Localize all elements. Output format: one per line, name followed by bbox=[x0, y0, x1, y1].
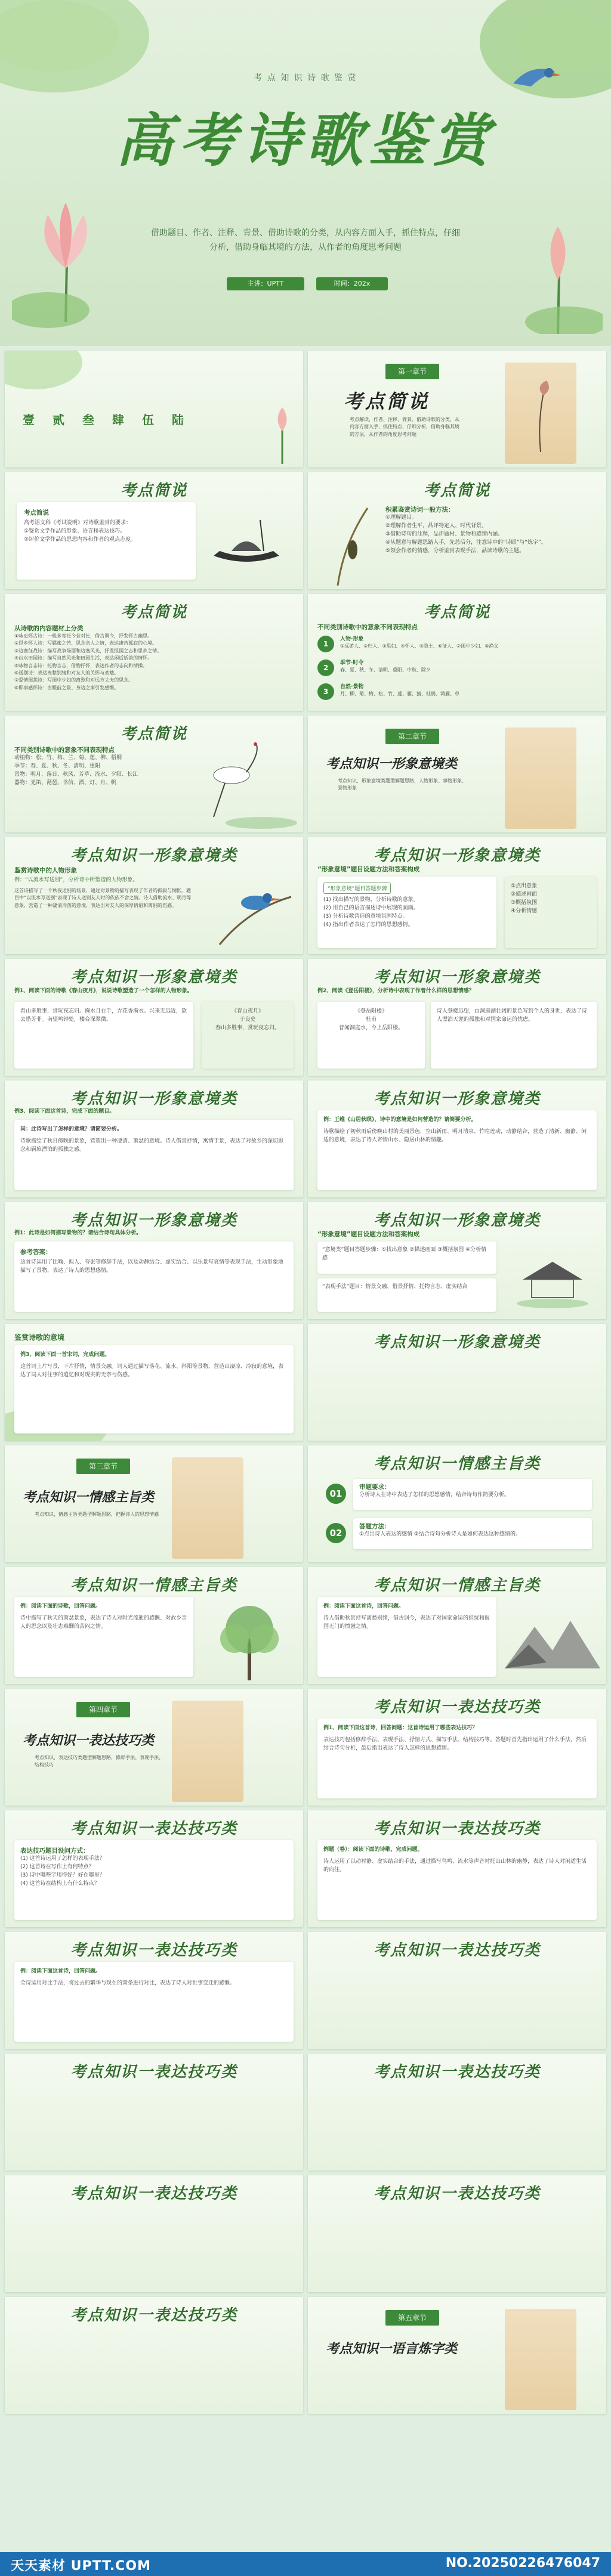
list-heading: 从诗歌的内容题材上分类 bbox=[14, 625, 84, 632]
content-slide bbox=[5, 837, 303, 954]
content-slide bbox=[308, 959, 606, 1076]
presenter-pill: 主讲：UPTT bbox=[227, 277, 304, 290]
chapter-badge: 第二章节 bbox=[385, 729, 439, 744]
chapter-badge: 第五章节 bbox=[385, 2310, 439, 2326]
chapter-title: 考点知识一表达技巧类 bbox=[23, 1733, 155, 1748]
content-card bbox=[14, 1840, 294, 1920]
slide-title: 考点简说 bbox=[120, 725, 187, 743]
question-text: 例3、阅读下面一首宋词，完成问题。 bbox=[20, 1352, 110, 1358]
chapter-title: 考点知识一情感主旨类 bbox=[23, 1490, 155, 1505]
row-text: 月、柳、菊、梅、松、竹、莲、雁、猿、杜鹃、鸿雁、草 bbox=[340, 691, 459, 696]
slide-title: 考点知识一表达技巧类 bbox=[70, 2063, 237, 2081]
row-number: 2 bbox=[317, 660, 334, 676]
answer-text: 诗人运用了以动衬静、虚实结合的手法，通过描写鸟鸣、流水等声音衬托出山林的幽静，表达了诗人对闲适生活的向往。 bbox=[323, 1858, 587, 1873]
poem-card-text: 《登岳阳楼》 杜甫 昔闻洞庭水，今上岳阳楼。 bbox=[338, 1008, 403, 1031]
cover-subtitle: 考 点 知 识 诗 歌 鉴 赏 bbox=[254, 73, 357, 83]
slide-title: 考点简说 bbox=[120, 603, 187, 621]
content-slide bbox=[308, 1932, 606, 2049]
content-card bbox=[14, 1241, 294, 1312]
toc-item[interactable]: 陆 bbox=[172, 413, 184, 427]
question-text: 例1、阅读下面的诗歌《春山夜月》，说说诗歌塑造了一个怎样的人物形象。 bbox=[14, 988, 193, 994]
list-item: ⑤领会作者的情感，分析鉴赏表现手法，品读诗歌的主题。 bbox=[385, 547, 525, 554]
toc-item[interactable]: 伍 bbox=[142, 413, 154, 427]
poem-card bbox=[202, 1002, 294, 1069]
content-slide bbox=[308, 837, 606, 954]
row-heading: 审题要求： bbox=[359, 1484, 391, 1491]
chapter-2-slide bbox=[308, 716, 606, 832]
step-item: (2) 用自己的语言描述诗中展现的画面。 bbox=[323, 905, 419, 911]
answer-text: 表达技巧包括修辞手法、表现手法、抒情方式、描写手法、结构技巧等。答题时首先指出运用了什么手法，然后结合诗句分析，最后指出表达了诗人怎样的思想感情。 bbox=[323, 1736, 587, 1751]
list-item: ②思乡怀人诗：写羁旅之苦、思念亲人之情，表达凄苦孤寂的心境。 bbox=[14, 640, 158, 646]
row-label: 人物·形象 bbox=[340, 636, 364, 642]
content-slide bbox=[5, 1324, 303, 1441]
scroll-painting bbox=[505, 727, 576, 829]
question-text: 例：阅读下面这首诗，回答问题。 bbox=[20, 1968, 101, 1974]
answer-text: 诗歌描绘了初秋雨后傍晚山村的美丽景色，空山新雨、明月清泉、竹喧莲动，动静结合，营造了清新、幽静、闲适的意境，表达了诗人寄情山水、隐居山林的情趣。 bbox=[323, 1128, 587, 1143]
content-slide bbox=[308, 1080, 606, 1197]
method-row bbox=[326, 1479, 594, 1512]
method-list bbox=[385, 505, 594, 556]
cover-title: 高考诗歌鉴赏 bbox=[116, 107, 495, 174]
scroll-painting bbox=[505, 2309, 576, 2410]
chapter-4-slide bbox=[5, 1689, 303, 1806]
poem-card bbox=[317, 1002, 425, 1069]
content-card bbox=[317, 1241, 496, 1274]
slide-title: 考点知识一表达技巧类 bbox=[70, 1942, 237, 1959]
list-item: ④从题意与解题思路入手，先总后分，注意诗中的“诗眼”与“炼字”。 bbox=[385, 539, 547, 546]
slide-title: 考点知识一表达技巧类 bbox=[373, 1820, 541, 1838]
content-card bbox=[14, 1962, 294, 2042]
list-item: 季节：春、夏、秋、冬、清明、重阳 bbox=[14, 763, 101, 769]
chapter-desc: 考点解读，作者、注释、背景、借助诗歌的分类，从内容方面入手，抓住特点，仔细分析，借助身临其境的方法，从作者的角度思考问题 bbox=[350, 417, 459, 437]
question-text: 例题（卷）：阅读下面的诗歌，完成问题。 bbox=[323, 1847, 423, 1853]
question-text: 例：阅读下面这首诗，回答问题。 bbox=[323, 1603, 405, 1609]
scroll-painting bbox=[172, 1457, 243, 1559]
slide-title: 考点简说 bbox=[423, 603, 490, 621]
question-text: 例：王维《山居秋暝》，诗中的意境是如何营造的？请简要分析。 bbox=[323, 1117, 477, 1123]
row-text: 春、夏、秋、冬、清明、重阳、中秋、除夕 bbox=[340, 667, 431, 673]
cover-slide bbox=[0, 0, 611, 346]
content-slide bbox=[308, 1202, 606, 1319]
kingfisher-icon bbox=[208, 861, 297, 950]
slide-title: 考点知识一表达技巧类 bbox=[70, 1820, 237, 1838]
content-slide bbox=[5, 2297, 303, 2414]
question-text: 例：“以流水写送别”，分析诗中所塑造的人物形象。 bbox=[14, 877, 138, 883]
card-heading: 考点简说 bbox=[24, 509, 49, 516]
slide-title: 考点知识一表达技巧类 bbox=[373, 2063, 541, 2081]
slide-title: 考点知识一情感主旨类 bbox=[373, 1577, 541, 1594]
mountain-ink-icon bbox=[505, 1603, 600, 1674]
answer-text: 诗人借助秋景抒写离愁别绪，借古讽今，表达了对国家命运的担忧和报国无门的愤懑之情。 bbox=[323, 1615, 490, 1630]
content-card bbox=[317, 1110, 597, 1190]
row-label: 季节·时令 bbox=[340, 660, 364, 666]
row-card bbox=[353, 1518, 592, 1549]
content-slide bbox=[5, 1080, 303, 1197]
content-slide bbox=[5, 594, 303, 711]
row-number: 02 bbox=[326, 1523, 346, 1543]
slide-title: 考点知识一形象意境类 bbox=[373, 1212, 541, 1230]
question-text: 例3、阅读下面这首诗，完成下面的题目。 bbox=[14, 1109, 115, 1114]
question-text: 例1：此诗是如何描写景物的？请结合诗句具体分析。 bbox=[14, 1230, 142, 1236]
content-slide bbox=[5, 959, 303, 1076]
slide-title: 考点简说 bbox=[120, 482, 187, 500]
slide-title: 考点知识一表达技巧类 bbox=[373, 1698, 541, 1716]
answer-text: 这首诗运用了比喻、拟人、夸张等修辞手法，以及动静结合、虚实结合、以乐景写哀情等表现手法，生动形象地描写了景物，表达了诗人的思想感情。 bbox=[20, 1259, 284, 1274]
step-item: (4) 指出作者表达了怎样的思想感情。 bbox=[323, 921, 413, 928]
row-number: 3 bbox=[317, 683, 334, 700]
row-number: 1 bbox=[317, 636, 334, 652]
toc-list bbox=[23, 410, 184, 428]
board-spacer bbox=[0, 2419, 611, 2552]
row-heading: 答题方法： bbox=[359, 1523, 391, 1530]
chapter-badge: 第四章节 bbox=[76, 1702, 130, 1717]
slide-title: 考点知识一形象意境类 bbox=[373, 968, 541, 986]
list-item: ⑦爱情闺怨诗：写闺中少妇的离愁和对远方丈夫的思念。 bbox=[14, 677, 134, 683]
slide-title: 考点知识一形象意境类 bbox=[373, 847, 541, 865]
poem-text: 春山多胜事，赏玩夜忘归。掬水月在手，弄花香满衣。兴来无远近，欲去惜芳菲。南望鸣钟处，楼台深翠微。 bbox=[20, 1008, 187, 1023]
list-item: (3) 诗中哪些字用得好？好在哪里？ bbox=[20, 1872, 105, 1878]
imagery-row bbox=[317, 682, 598, 705]
list-item: ①咏史怀古诗：一般多寄托今昔对比，借古讽今，抒发怀古幽思。 bbox=[14, 633, 153, 639]
content-slide bbox=[308, 594, 606, 711]
content-slide bbox=[308, 1567, 606, 1684]
slide-title: 考点知识一形象意境类 bbox=[70, 847, 237, 865]
card-text: “意境类”题目答题步骤：①找出意象 ②描述画面 ③概括氛围 ④分析情感 bbox=[322, 1247, 487, 1261]
answer-text: 这首词上片写景，下片抒情，情景交融。词人通过描写落花、流水、斜阳等景物，营造出凄凉、冷寂的意境，表达了词人对往事的追忆和对现实的无奈与伤感。 bbox=[20, 1363, 284, 1378]
card-text: “表现手法”题目：情景交融、借景抒情、托物言志、虚实结合 bbox=[322, 1284, 468, 1290]
answer-text: 诗中描写了秋天的萧瑟景象，表达了诗人对时光流逝的感慨、对故乡亲人的思念以及壮志难酬的苦闷之情。 bbox=[20, 1615, 187, 1630]
content-card bbox=[14, 1345, 294, 1433]
slide-title: 考点知识一表达技巧类 bbox=[70, 2306, 237, 2324]
answer-text: 全诗运用对比手法，将过去的繁华与现在的萧条进行对比，表达了诗人对世事变迁的感慨。 bbox=[20, 1980, 236, 1986]
cover-desc-line: 借助题目、作者、注释、背景、借助诗歌的分类，从内容方面入手，抓住特点，仔细 bbox=[151, 228, 460, 238]
content-card bbox=[14, 1120, 294, 1190]
toc-item[interactable]: 叁 bbox=[82, 413, 94, 427]
slide-title: 考点知识一表达技巧类 bbox=[373, 1942, 541, 1959]
card-list-item: ①鉴赏文学作品的形象、语言和表达技巧。 bbox=[24, 528, 126, 534]
answer-card bbox=[505, 877, 597, 948]
list-item: ⑤咏物言志诗：托物言志，借物抒怀，表达作者的志向和情操。 bbox=[14, 662, 148, 668]
cicada-reed-icon bbox=[320, 502, 379, 586]
slide-title: 考点知识一形象意境类 bbox=[373, 1333, 541, 1351]
slide-subheading: “形象意境”题目设题方法和答案构成 bbox=[317, 866, 420, 873]
slide-subheading: “形象意境”题目设题方法和答案构成 bbox=[317, 1231, 420, 1238]
slide-title: 考点知识一形象意境类 bbox=[70, 1212, 237, 1230]
content-card bbox=[317, 1278, 496, 1312]
content-slide bbox=[5, 2175, 303, 2292]
content-slide bbox=[308, 2175, 606, 2292]
row-text: 分析诗人在诗中表达了怎样的思想感情，结合诗句作简要分析。 bbox=[359, 1492, 510, 1498]
tree-ink-icon bbox=[208, 1597, 291, 1680]
content-slide bbox=[5, 716, 303, 832]
content-slide bbox=[308, 2054, 606, 2171]
answer-text: 诗歌描绘了秋日傍晚的景象，营造出一种凄清、萧瑟的意境。诗人借景抒情，寓情于景，表达了对故乡的深切思念和羁旅漂泊的孤独之感。 bbox=[20, 1138, 284, 1153]
chapter-desc: 考点知识，形象意境类题型解题思路，人物形象、事物形象、景物形象 bbox=[338, 778, 467, 791]
list-item: (2) 这首诗在写作上有何特点？ bbox=[20, 1863, 94, 1870]
list-item: ②理解作者生平，品评特定人、时代背景。 bbox=[385, 522, 487, 529]
step-item: (1) 找出描写的景物，分析诗歌的意象。 bbox=[323, 897, 419, 903]
imagery-list bbox=[14, 745, 181, 788]
lotus-bud-icon bbox=[267, 404, 297, 464]
slide-title: 考点知识一情感主旨类 bbox=[70, 1577, 237, 1594]
slide-title: 考点知识一情感主旨类 bbox=[373, 1455, 541, 1473]
question-text: 例1、阅读下面这首诗，回答问题：这首诗运用了哪些表达技巧？ bbox=[323, 1725, 478, 1731]
ink-flower-icon bbox=[517, 380, 564, 452]
list-item: ④山水田园诗：描写自然风光和田园生活，表达闲适恬淡的情怀。 bbox=[14, 655, 153, 661]
chapter-1-slide bbox=[308, 351, 606, 467]
list-item: 动植物：松、竹、梅、兰、菊、莲、柳、梧桐 bbox=[14, 755, 122, 761]
method-row bbox=[326, 1518, 594, 1552]
row-card bbox=[353, 1479, 592, 1510]
list-heading: 不同类别诗歌中的意象不同表现特点 bbox=[14, 747, 115, 754]
content-slide bbox=[5, 1810, 303, 1927]
list-item: (1) 这首诗运用了怎样的表现手法？ bbox=[20, 1856, 105, 1862]
question-text: 问：此诗写出了怎样的意境？请简要分析。 bbox=[20, 1126, 123, 1132]
row-text: ①远游人、②归人、③思妇、④怀人、⑤隐士、⑥征人、⑦闺中少妇、⑧渔父 bbox=[340, 643, 499, 649]
list-item: (4) 这首诗在结构上有什么特点？ bbox=[20, 1880, 100, 1887]
slide-title: 考点简说 bbox=[423, 482, 490, 500]
steps-card bbox=[317, 877, 496, 948]
answer-item: ①点出意象 bbox=[511, 883, 538, 889]
list-heading: 表达技巧题目设问方式： bbox=[20, 1847, 90, 1854]
content-card bbox=[317, 1719, 597, 1798]
slide-title: 考点知识一表达技巧类 bbox=[70, 2185, 237, 2203]
list-item: ⑧即事感怀诗：由眼前之景、身边之事引发感慨。 bbox=[14, 685, 119, 691]
list-item: ③借助诗句的注释，品评题材、景物和感情内涵。 bbox=[385, 531, 504, 537]
content-slide bbox=[308, 1689, 606, 1806]
content-card bbox=[317, 1840, 597, 1920]
slide-subheading: 不同类别诗歌中的意象不同表现特点 bbox=[317, 624, 418, 631]
answer-card bbox=[431, 1002, 597, 1069]
list-item: ⑥送别诗：表达离愁别绪和对友人的关怀与劝勉。 bbox=[14, 670, 119, 676]
answer-item: ②描述画面 bbox=[511, 891, 538, 897]
card-list-item: ②评价文学作品的思想内容和作者的观点态度。 bbox=[24, 536, 137, 543]
pavilion-ink-icon bbox=[511, 1244, 594, 1309]
list-item: ①理解题目。 bbox=[385, 515, 418, 521]
row-number: 01 bbox=[326, 1484, 346, 1504]
content-slide bbox=[308, 1324, 606, 1441]
toc-item[interactable]: 肆 bbox=[112, 413, 124, 427]
imagery-row bbox=[317, 634, 598, 657]
chapter-title: 考点知识一形象意境类 bbox=[326, 756, 458, 772]
card-body: 高考语文科《考试说明》对诗歌鉴赏的要求： bbox=[24, 520, 132, 526]
chapter-title: 考点知识一语言炼字类 bbox=[326, 2341, 458, 2357]
row-label: 自然·景物 bbox=[340, 684, 364, 690]
content-card bbox=[17, 502, 196, 580]
content-card bbox=[14, 1597, 193, 1677]
question-text: 例2、阅读《登岳阳楼》，分析诗中表现了作者什么样的思想情感？ bbox=[317, 988, 474, 994]
chapter-title: 考点简说 bbox=[344, 390, 430, 413]
slide-subheading: 鉴赏诗歌中的人物形象 bbox=[14, 867, 77, 874]
content-slide bbox=[5, 1567, 303, 1684]
slide-subheading: 鉴赏诗歌的意境 bbox=[14, 1333, 65, 1342]
content-card bbox=[14, 1002, 193, 1069]
poem-card-text: 《春山夜月》 于良史 春山多胜事，赏玩夜忘归。 bbox=[215, 1008, 280, 1031]
lotus-leaf-icon bbox=[5, 351, 88, 398]
list-item: 器物：羌笛、琵琶、书信、酒、灯、舟、帆 bbox=[14, 779, 117, 786]
slide-title: 考点知识一表达技巧类 bbox=[373, 2185, 541, 2203]
content-slide bbox=[5, 1932, 303, 2049]
time-pill: 时间：202x bbox=[316, 277, 388, 290]
chapter-badge: 第一章节 bbox=[385, 364, 439, 379]
category-list bbox=[14, 624, 295, 692]
content-slide bbox=[5, 2054, 303, 2171]
chapter-3-slide bbox=[5, 1445, 303, 1562]
answer-item: ③概括氛围 bbox=[511, 899, 538, 906]
answer-text: 这首诗描写了一个秋夜送别的场景，通过对景物的描写表现了作者的孤寂与惆怅。题目中“以流水写送别”表现了诗人送别友人时的依依不舍之情。诗人借助流水、明月等意象，营造了一种凄清冷落的意境，表达出对友人的深厚情谊和离别的伤感。 bbox=[14, 888, 192, 908]
answer-text: 诗人登楼远望，由洞庭湖壮阔的景色写到个人的身世，表达了诗人漂泊天涯的孤独和对国家命运的忧虑。 bbox=[437, 1008, 588, 1023]
imagery-row bbox=[317, 658, 598, 681]
toc-item[interactable]: 壹 bbox=[23, 413, 35, 427]
content-slide bbox=[5, 1202, 303, 1319]
content-slide bbox=[5, 472, 303, 589]
watermark-left: 天天素材 UPTT.COM bbox=[11, 2559, 151, 2574]
chapter-desc: 考点知识，情感主旨类题型解题思路，把握诗人的思想情感 bbox=[35, 1512, 159, 1517]
chapter-badge: 第三章节 bbox=[76, 1459, 130, 1474]
scroll-painting bbox=[172, 1701, 243, 1802]
content-slide bbox=[308, 1445, 606, 1562]
slide-title: 考点知识一形象意境类 bbox=[373, 1090, 541, 1108]
answer-item: ④分析情感 bbox=[511, 908, 538, 914]
slide-title: 考点知识一形象意境类 bbox=[70, 968, 237, 986]
crane-ink-icon bbox=[190, 739, 297, 829]
chapter-5-slide bbox=[308, 2297, 606, 2414]
question-text: 例：阅读下面的诗歌，回答问题。 bbox=[20, 1603, 101, 1609]
watermark-right: NO.20250226476047 bbox=[445, 2556, 600, 2571]
card-tag: “形象意境”题目答题步骤 bbox=[323, 883, 391, 894]
chapter-desc: 考点知识，表达技巧类题型解题思路，修辞手法、表现手法、结构技巧 bbox=[35, 1755, 163, 1768]
step-item: (3) 分析诗歌营造的意境氛围特点。 bbox=[323, 913, 408, 919]
list-item: 景物：明月、落日、秋风、芳草、流水、夕阳、长江 bbox=[14, 771, 138, 778]
list-item: ③边塞征战诗：描写战争场面和边塞风光，抒发报国之志和思乡之情。 bbox=[14, 648, 162, 654]
lotus-flower-icon bbox=[12, 191, 119, 328]
row-text: ①点出诗人表达的感情 ②结合诗句分析诗人是如何表达这种感情的。 bbox=[359, 1531, 521, 1537]
watermark-bar bbox=[0, 2552, 611, 2576]
toc-slide bbox=[5, 351, 303, 467]
content-slide bbox=[308, 1810, 606, 1927]
answer-heading: 参考答案： bbox=[20, 1249, 52, 1256]
content-slide bbox=[308, 472, 606, 589]
content-card bbox=[317, 1597, 496, 1677]
list-heading: 积累鉴赏诗词一般方法： bbox=[385, 506, 455, 513]
boat-ink-icon bbox=[202, 508, 291, 574]
slide-title: 考点知识一形象意境类 bbox=[70, 1090, 237, 1108]
toc-item[interactable]: 贰 bbox=[53, 413, 64, 427]
cover-desc-line: 分析，借助身临其境的方法，从作者的角度思考问题 bbox=[209, 243, 402, 252]
